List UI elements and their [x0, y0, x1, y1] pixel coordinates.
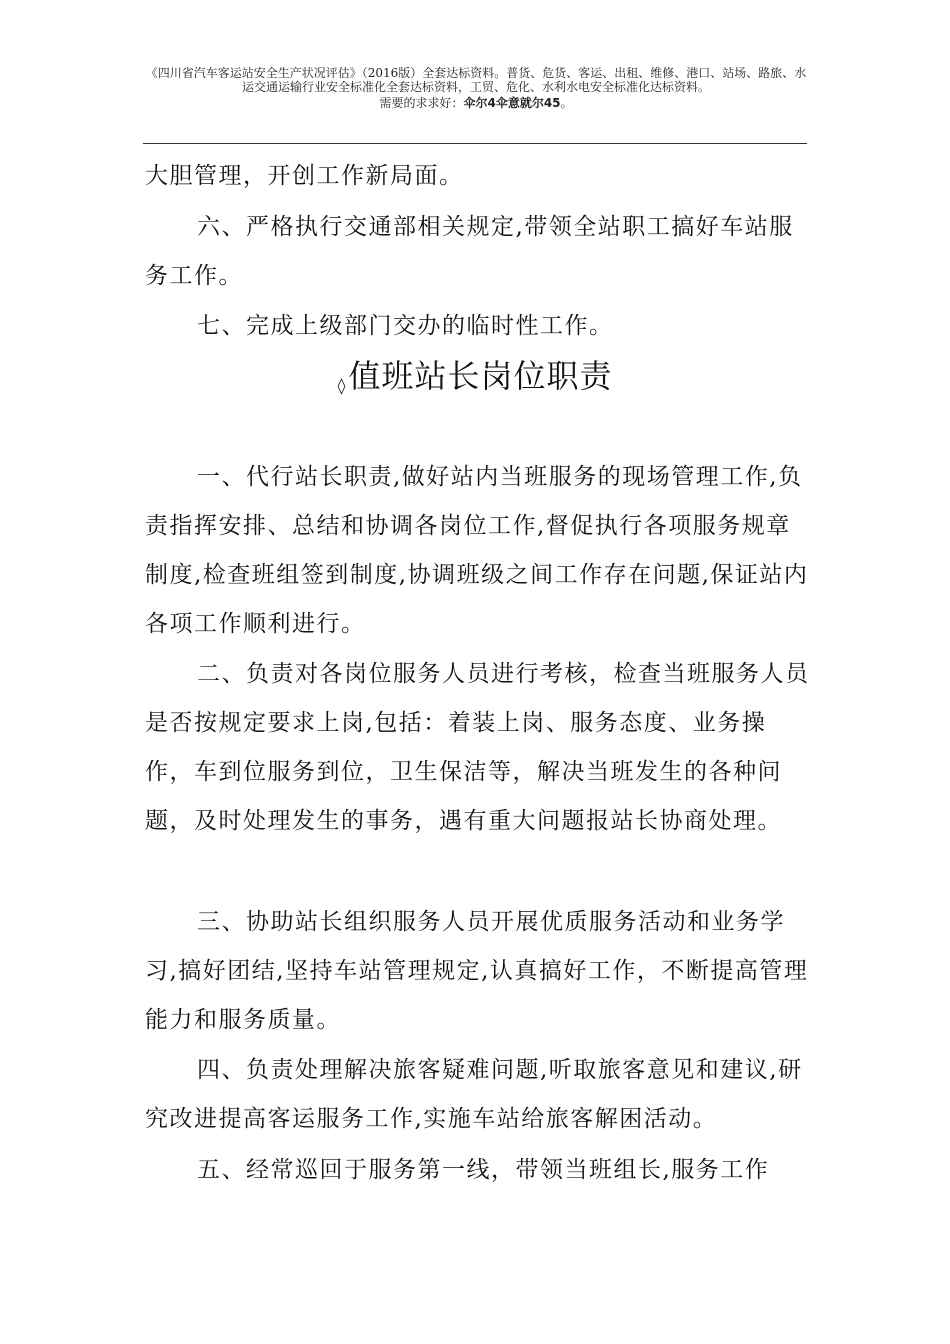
duty-item-3: 三、协助站长组织服务人员开展优质服务活动和业务学习,搞好团结,坚持车站管理规定,认真搞好工作，不断提高管理能力和服务质量。: [145, 909, 809, 1033]
header-divider: [143, 143, 807, 144]
duty-item-4: 四、负责处理解决旅客疑难问题,听取旅客意见和建议,研究改进提高客运服务工作,实施车站给旅客解困活动。: [145, 1057, 803, 1132]
title-marker-icon: ◊: [337, 376, 347, 395]
header-contact: [145, 96, 807, 110]
document-header: [145, 66, 807, 110]
duty-item-2: 二、负责对各岗位服务人员进行考核，检查当班服务人员是否按规定要求上岗,包括：着装上岗、服务态度、业务操作，车到位服务到位，卫生保洁等，解决当班发生的各种问题，及时处理发生的事务，遇有重大问题报站长协商处理。: [145, 661, 810, 834]
duty-item-1: 一、代行站长职责,做好站内当班服务的现场管理工作,负责指挥安排、总结和协调各岗位工作,督促执行各项服务规章制度,检查班组签到制度,协调班级之间工作存在问题,保证站内各项工作顺利进行。: [145, 464, 809, 637]
header-banner: 《四川省汽车客运站安全生产状况评估》（2016版）全套达标资料。普货、危货、客运、出租、维修、港口、站场、路旅、水运交通运输行业安全标准化全套达标资料，工贸、危化、水利水电安全标准化达标资料。: [145, 66, 807, 94]
paragraph-continued: 大胆管理，开创工作新局面。: [145, 163, 464, 189]
contact-prefix: 需要的求求好：: [379, 96, 464, 110]
section-title-text: 值班站长岗位职责: [348, 357, 613, 395]
section-title: [0, 352, 950, 410]
duty-item-5: 五、经常巡回于服务第一线，带领当班组长,服务工作: [197, 1157, 770, 1183]
paragraph-item-7: 七、完成上级部门交办的临时性工作。: [197, 313, 614, 339]
paragraph-item-6: 六、严格执行交通部相关规定,带领全站职工搞好车站服务工作。: [145, 214, 794, 289]
contact-value: 伞尔4伞意就尔45: [463, 96, 561, 110]
contact-suffix: 。: [560, 96, 573, 110]
